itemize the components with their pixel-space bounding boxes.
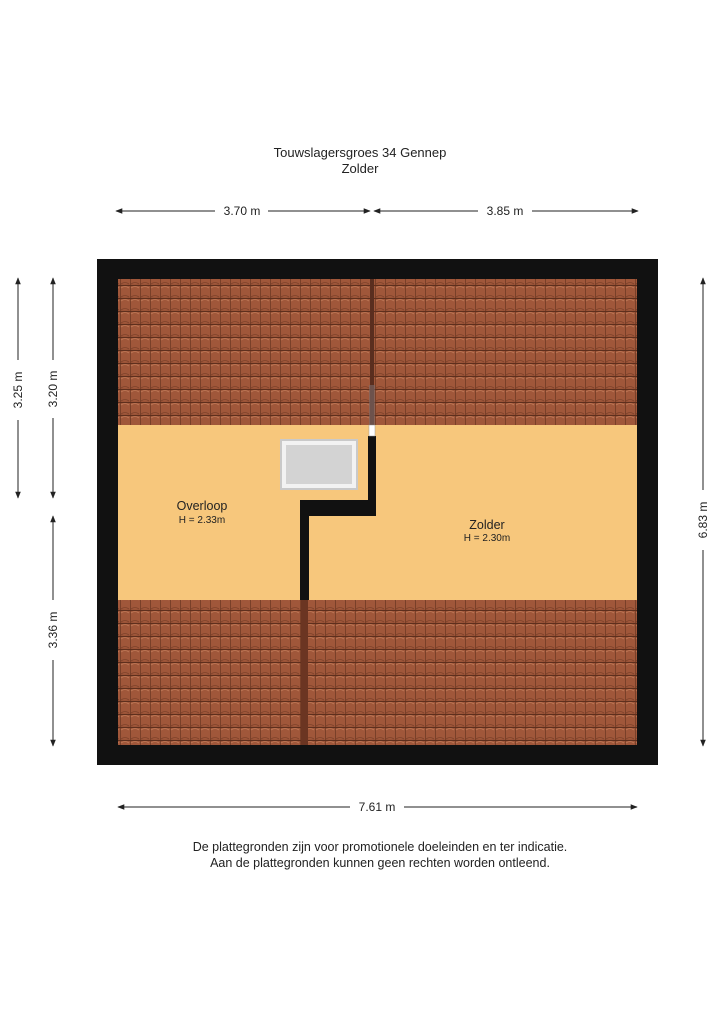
- room-label-overloop: Overloop: [176, 499, 228, 513]
- dim-label-left-inner-bottom: 3.36 m: [46, 611, 60, 649]
- roof-bottom-left: [118, 600, 301, 745]
- dim-label-top-right: 3.85 m: [486, 204, 524, 218]
- roof-bottom-right: [308, 600, 637, 745]
- dim-label-right: 6.83 m: [696, 501, 710, 539]
- roof-ridge-bottom: [301, 600, 308, 745]
- roof-top-right: [374, 279, 637, 425]
- dim-label-top-left: 3.70 m: [223, 204, 261, 218]
- address-title: Touwslagersgroes 34 Gennep: [273, 145, 447, 160]
- dim-label-left-outer: 3.25 m: [11, 371, 25, 409]
- floor-title: Zolder: [341, 161, 379, 176]
- roof-top-left: [118, 279, 371, 425]
- dim-label-left-inner-top: 3.20 m: [46, 370, 60, 408]
- partition-wall-horizontal: [300, 500, 376, 516]
- dim-label-bottom: 7.61 m: [358, 800, 396, 814]
- ridge-vent: [369, 385, 375, 425]
- room-height-overloop: H = 2.33m: [178, 515, 226, 526]
- partition-wall-vertical-lower: [300, 500, 309, 600]
- door-opening: [369, 425, 375, 436]
- disclaimer-line-1: De plattegronden zijn voor promotionele doeleinden en ter indicatie.: [192, 840, 568, 854]
- skylight-glass: [286, 445, 352, 484]
- room-label-zolder: Zolder: [469, 518, 505, 532]
- room-height-zolder: H = 2.30m: [463, 533, 511, 544]
- disclaimer-line-2: Aan de plattegronden kunnen geen rechten worden ontleend.: [210, 856, 550, 870]
